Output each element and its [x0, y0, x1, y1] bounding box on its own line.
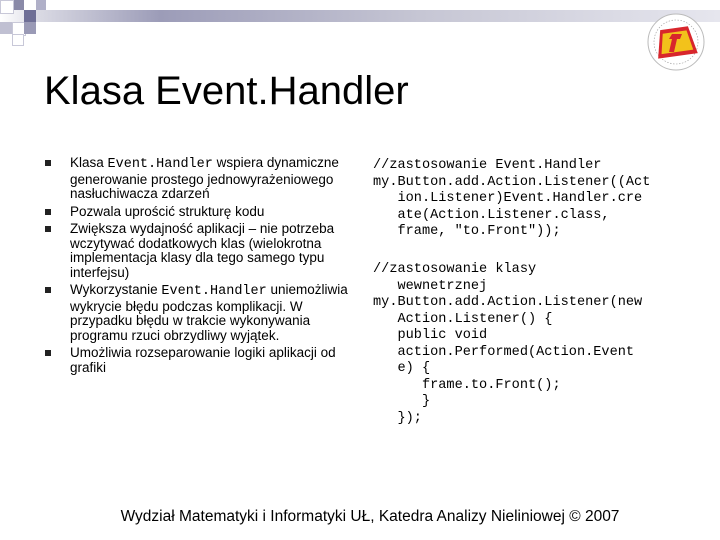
decoration-square	[24, 10, 36, 22]
decoration-square	[0, 0, 14, 14]
bullet-text: Umożliwia rozseparowanie logiki aplikacji od grafiki	[70, 345, 336, 375]
bullet-text: Wykorzystanie Event.Handler uniemożliwia wykrycie błędu podczas komplikacji. W przypadku błędu w trakcie wykonywania programu rzuci obrzydliwy wyjątek.	[70, 282, 348, 343]
decoration-square	[24, 22, 36, 34]
bullet-item	[44, 222, 349, 280]
square-bullet-icon	[45, 160, 51, 166]
code-example-event-handler: //zastosowanie Event.Handler my.Button.add.Action.Listener((Act ion.Listener)Event.Handler.cre ate(Action.Listener.class, frame, "to.Front"));	[373, 158, 651, 239]
bullet-item	[44, 346, 349, 375]
bullet-list	[44, 156, 349, 378]
bullet-item	[44, 156, 349, 202]
decoration-square	[36, 0, 46, 10]
square-bullet-icon	[45, 350, 51, 356]
code-example-inner-class: //zastosowanie klasy wewnetrznej my.Button.add.Action.Listener(new Action.Listener() { public void action.Performed(Action.Event e) { frame.to.Front(); } });	[373, 262, 643, 426]
bullet-text: Pozwala uprościć strukturę kodu	[70, 203, 265, 219]
slide-title: Klasa Event.Handler	[44, 69, 409, 113]
decoration-square	[0, 22, 12, 34]
bullet-item	[44, 205, 349, 220]
header-decoration-bar	[0, 10, 720, 22]
decoration-square	[14, 0, 24, 10]
bullet-item	[44, 283, 349, 343]
square-bullet-icon	[45, 209, 51, 215]
bullet-text: Zwiększa wydajność aplikacji – nie potrzeba wczytywać dodatkowych klas (wielokrotna implementacja klasy dla tego samego typu interfejsu)	[70, 221, 335, 280]
bullet-text: Klasa Event.Handler wspiera dynamiczne generowanie prostego jednowyrażeniowego nasłuchiwacza zdarzeń	[70, 155, 339, 201]
square-bullet-icon	[45, 226, 51, 232]
university-logo-icon	[646, 12, 706, 72]
decoration-square	[12, 34, 24, 46]
square-bullet-icon	[45, 287, 51, 293]
slide-footer: Wydział Matematyki i Informatyki UŁ, Katedra Analizy Nieliniowej © 2007	[120, 508, 620, 525]
